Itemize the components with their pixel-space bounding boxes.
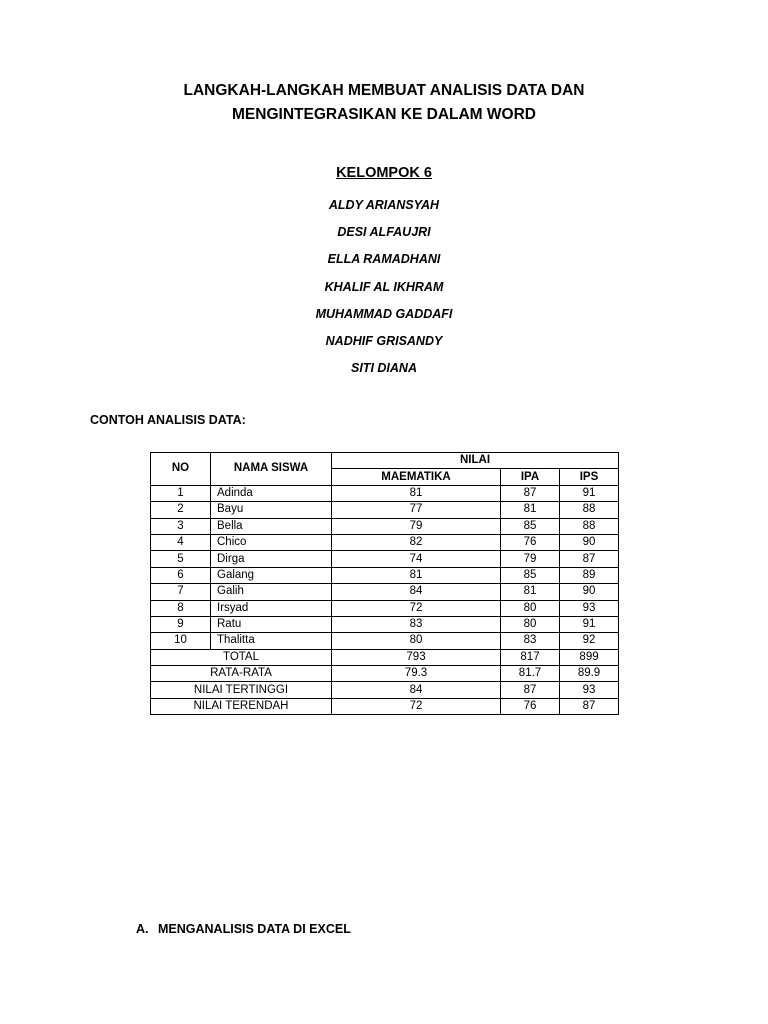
summary-value: 93: [560, 682, 619, 698]
cell-name: Irsyad: [211, 600, 332, 616]
cell-score: 79: [501, 551, 560, 567]
cell-score: 83: [332, 616, 501, 632]
member-name: NADHIF GRISANDY: [325, 333, 443, 348]
summary-row-average: [151, 666, 619, 682]
summary-value: 87: [501, 682, 560, 698]
cell-score: 91: [560, 616, 619, 632]
section-heading-text: MENGANALISIS DATA DI EXCEL: [158, 922, 351, 936]
table-row: [151, 600, 619, 616]
table-row: [151, 485, 619, 501]
header-name: NAMA SISWA: [211, 453, 332, 486]
cell-score: 88: [560, 502, 619, 518]
cell-name: Galang: [211, 567, 332, 583]
cell-no: 9: [151, 616, 211, 632]
cell-score: 93: [560, 600, 619, 616]
cell-no: 6: [151, 567, 211, 583]
table-row: [151, 584, 619, 600]
cell-no: 3: [151, 518, 211, 534]
header-group: NILAI: [332, 453, 619, 469]
cell-name: Dirga: [211, 551, 332, 567]
summary-value: 87: [560, 698, 619, 714]
cell-name: Adinda: [211, 485, 332, 501]
table-row: [151, 567, 619, 583]
summary-value: 84: [332, 682, 501, 698]
member-name: MUHAMMAD GADDAFI: [315, 306, 453, 321]
title-line-2: MENGINTEGRASIKAN KE DALAM WORD: [232, 106, 536, 123]
cell-score: 82: [332, 534, 501, 550]
summary-value: 89.9: [560, 666, 619, 682]
member-name: ELLA RAMADHANI: [327, 252, 441, 267]
cell-score: 85: [501, 567, 560, 583]
cell-score: 80: [501, 616, 560, 632]
cell-score: 77: [332, 502, 501, 518]
cell-score: 79: [332, 518, 501, 534]
member-name: ALDY ARIANSYAH: [328, 198, 440, 212]
cell-score: 89: [560, 567, 619, 583]
cell-no: 4: [151, 534, 211, 550]
summary-value: 817: [501, 649, 560, 665]
cell-score: 81: [501, 502, 560, 518]
cell-name: Chico: [211, 534, 332, 550]
cell-name: Galih: [211, 584, 332, 600]
cell-no: 2: [151, 502, 211, 518]
table-row: [151, 616, 619, 632]
section-label: CONTOH ANALISIS DATA:: [90, 413, 246, 427]
cell-name: Thalitta: [211, 633, 332, 649]
cell-score: 76: [501, 534, 560, 550]
summary-label: TOTAL: [151, 649, 332, 665]
member-name: KHALIF AL IKHRAM: [324, 279, 444, 294]
summary-label: NILAI TERTINGGI: [151, 682, 332, 698]
cell-name: Bayu: [211, 502, 332, 518]
cell-name: Ratu: [211, 616, 332, 632]
summary-row-highest: [151, 682, 619, 698]
cell-score: 74: [332, 551, 501, 567]
cell-score: 81: [332, 485, 501, 501]
cell-score: 83: [501, 633, 560, 649]
table-header-row: [151, 453, 619, 469]
header-subject: IPS: [560, 469, 619, 485]
cell-score: 84: [332, 584, 501, 600]
summary-value: 72: [332, 698, 501, 714]
cell-score: 87: [501, 485, 560, 501]
cell-score: 92: [560, 633, 619, 649]
summary-row-lowest: [151, 698, 619, 714]
cell-no: 7: [151, 584, 211, 600]
header-no: NO: [151, 453, 211, 486]
cell-name: Bella: [211, 518, 332, 534]
cell-score: 80: [501, 600, 560, 616]
list-marker: A.: [136, 922, 149, 936]
table-row: [151, 551, 619, 567]
cell-no: 1: [151, 485, 211, 501]
header-subject: IPA: [501, 469, 560, 485]
cell-score: 72: [332, 600, 501, 616]
summary-value: 76: [501, 698, 560, 714]
member-name: SITI DIANA: [351, 361, 417, 376]
summary-label: RATA-RATA: [151, 666, 332, 682]
cell-score: 91: [560, 485, 619, 501]
cell-no: 8: [151, 600, 211, 616]
summary-row-total: [151, 649, 619, 665]
cell-no: 5: [151, 551, 211, 567]
summary-value: 793: [332, 649, 501, 665]
table-row: [151, 518, 619, 534]
cell-score: 88: [560, 518, 619, 534]
summary-value: 899: [560, 649, 619, 665]
grades-table: [150, 452, 619, 715]
summary-label: NILAI TERENDAH: [151, 698, 332, 714]
member-list: [0, 195, 768, 385]
member-name: DESI ALFAUJRI: [337, 225, 431, 240]
table-row: [151, 534, 619, 550]
cell-score: 85: [501, 518, 560, 534]
summary-value: 81.7: [501, 666, 560, 682]
cell-score: 81: [501, 584, 560, 600]
group-heading: KELOMPOK 6: [336, 165, 432, 181]
header-subject: MAEMATIKA: [332, 469, 501, 485]
table-row: [151, 633, 619, 649]
cell-score: 81: [332, 567, 501, 583]
cell-score: 90: [560, 584, 619, 600]
document-title: [0, 79, 768, 127]
cell-score: 87: [560, 551, 619, 567]
cell-score: 90: [560, 534, 619, 550]
table-row: [151, 502, 619, 518]
cell-no: 10: [151, 633, 211, 649]
summary-value: 79.3: [332, 666, 501, 682]
title-line-1: LANGKAH-LANGKAH MEMBUAT ANALISIS DATA DAN: [183, 82, 585, 99]
cell-score: 80: [332, 633, 501, 649]
section-heading-a: [136, 922, 351, 936]
